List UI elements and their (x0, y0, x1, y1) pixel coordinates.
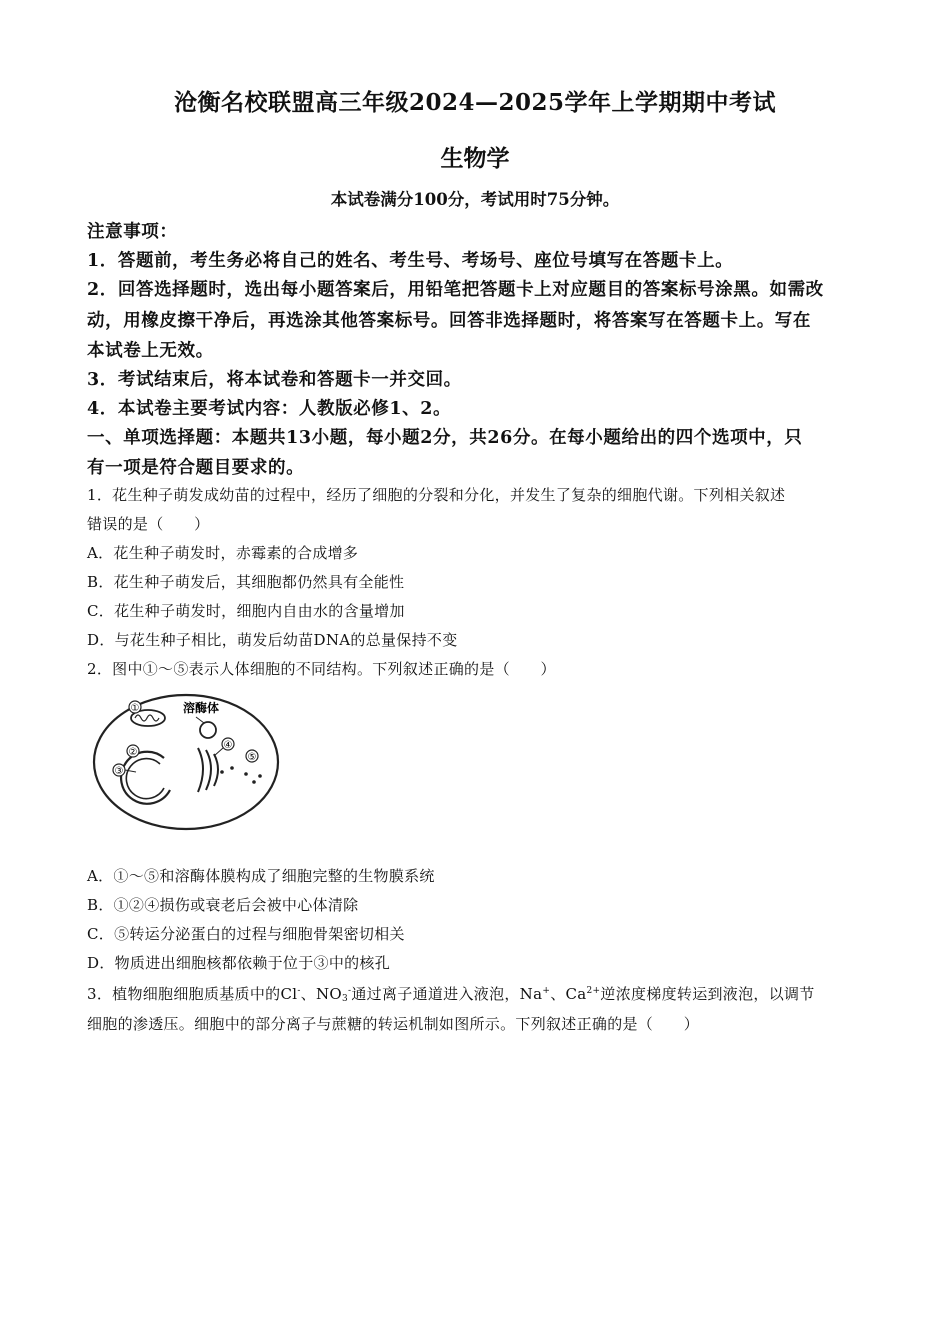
lysosome (200, 722, 216, 738)
section-1-heading-line-2: 有一项是符合题目要求的。 (87, 458, 305, 478)
nitrate-subscript: 3 (342, 994, 349, 1004)
notice-item-1: 1．答题前，考生务必将自己的姓名、考生号、考场号、座位号填写在答题卡上。 (87, 251, 734, 271)
sodium-charge: + (542, 986, 551, 996)
exam-title: 沧衡名校联盟高三年级2024—2025学年上学期期中考试 (173, 89, 777, 116)
vesicle (230, 766, 234, 770)
q3-text-5: 逆浓度梯度转运到液泡，以调节 (600, 985, 815, 1003)
marker-4: ④ (223, 740, 233, 751)
q3-text-4: 、Ca (550, 985, 587, 1003)
q1-stem-line-1: 1．花生种子萌发成幼苗的过程中，经历了细胞的分裂和分化，并发生了复杂的细胞代谢。下列相关叙述 (87, 486, 786, 504)
vesicle (220, 770, 224, 774)
q2-option-b: B．①②④损伤或衰老后会被中心体清除 (87, 896, 359, 914)
exam-info: 本试卷满分100分，考试用时75分钟。 (330, 190, 620, 209)
calcium-charge: 2+ (586, 986, 601, 996)
q2-stem: 2．图中①～⑤表示人体细胞的不同结构。下列叙述正确的是（ ） (87, 660, 556, 678)
q3-text-3: 通过离子通道进入液泡，Na (351, 985, 543, 1003)
subject-title: 生物学 (440, 145, 510, 172)
marker-1: ① (130, 703, 140, 714)
vesicle (244, 772, 248, 776)
cell-structure-figure (86, 688, 286, 836)
vesicle (252, 780, 256, 784)
q3-stem-line-1 (87, 983, 867, 1004)
q1-option-b: B．花生种子萌发后，其细胞都仍然具有全能性 (87, 573, 405, 591)
q2-option-d: D．物质进出细胞核都依赖于位于③中的核孔 (87, 954, 391, 972)
q3-text-2: 、NO (300, 985, 342, 1003)
q2-option-a: A．①～⑤和溶酶体膜构成了细胞完整的生物膜系统 (87, 867, 435, 885)
notice-item-2-line-2: 动，用橡皮擦干净后，再选涂其他答案标号。回答非选择题时，将答案写在答题卡上。写在 (87, 311, 811, 331)
q3-text-1: 3．植物细胞细胞质基质中的Cl (87, 985, 298, 1003)
lysosome-label: 溶酶体 (183, 701, 220, 715)
chloride-charge: - (297, 986, 301, 996)
q1-option-a: A．花生种子萌发时，赤霉素的合成增多 (87, 544, 359, 562)
marker-5: ⑤ (247, 752, 257, 763)
notice-heading: 注意事项： (87, 222, 178, 242)
notice-item-2-line-1: 2．回答选择题时，选出每小题答案后，用铅笔把答题卡上对应题目的答案标号涂黑。如需改 (87, 280, 824, 300)
q3-stem-line-2: 细胞的渗透压。细胞中的部分离子与蔗糖的转运机制如图所示。下列叙述正确的是（ ） (87, 1015, 700, 1033)
notice-item-2-line-3: 本试卷上无效。 (87, 341, 214, 361)
q1-stem-line-2: 错误的是（ ） (87, 515, 210, 533)
cell-diagram (86, 688, 286, 836)
q1-option-d: D．与花生种子相比，萌发后幼苗DNA的总量保持不变 (87, 631, 458, 649)
marker-2: ② (128, 747, 138, 758)
q1-option-c: C．花生种子萌发时，细胞内自由水的含量增加 (87, 602, 405, 620)
notice-item-3: 3．考试结束后，将本试卷和答题卡一并交回。 (87, 370, 462, 390)
q2-option-c: C．⑤转运分泌蛋白的过程与细胞骨架密切相关 (87, 925, 405, 943)
notice-item-4: 4．本试卷主要考试内容：人教版必修1、2。 (87, 399, 452, 419)
marker-3: ③ (114, 766, 124, 777)
nitrate-charge: - (348, 986, 352, 996)
section-1-heading-line-1: 一、单项选择题：本题共13小题，每小题2分，共26分。在每小题给出的四个选项中，只 (87, 428, 803, 448)
vesicle (258, 774, 262, 778)
